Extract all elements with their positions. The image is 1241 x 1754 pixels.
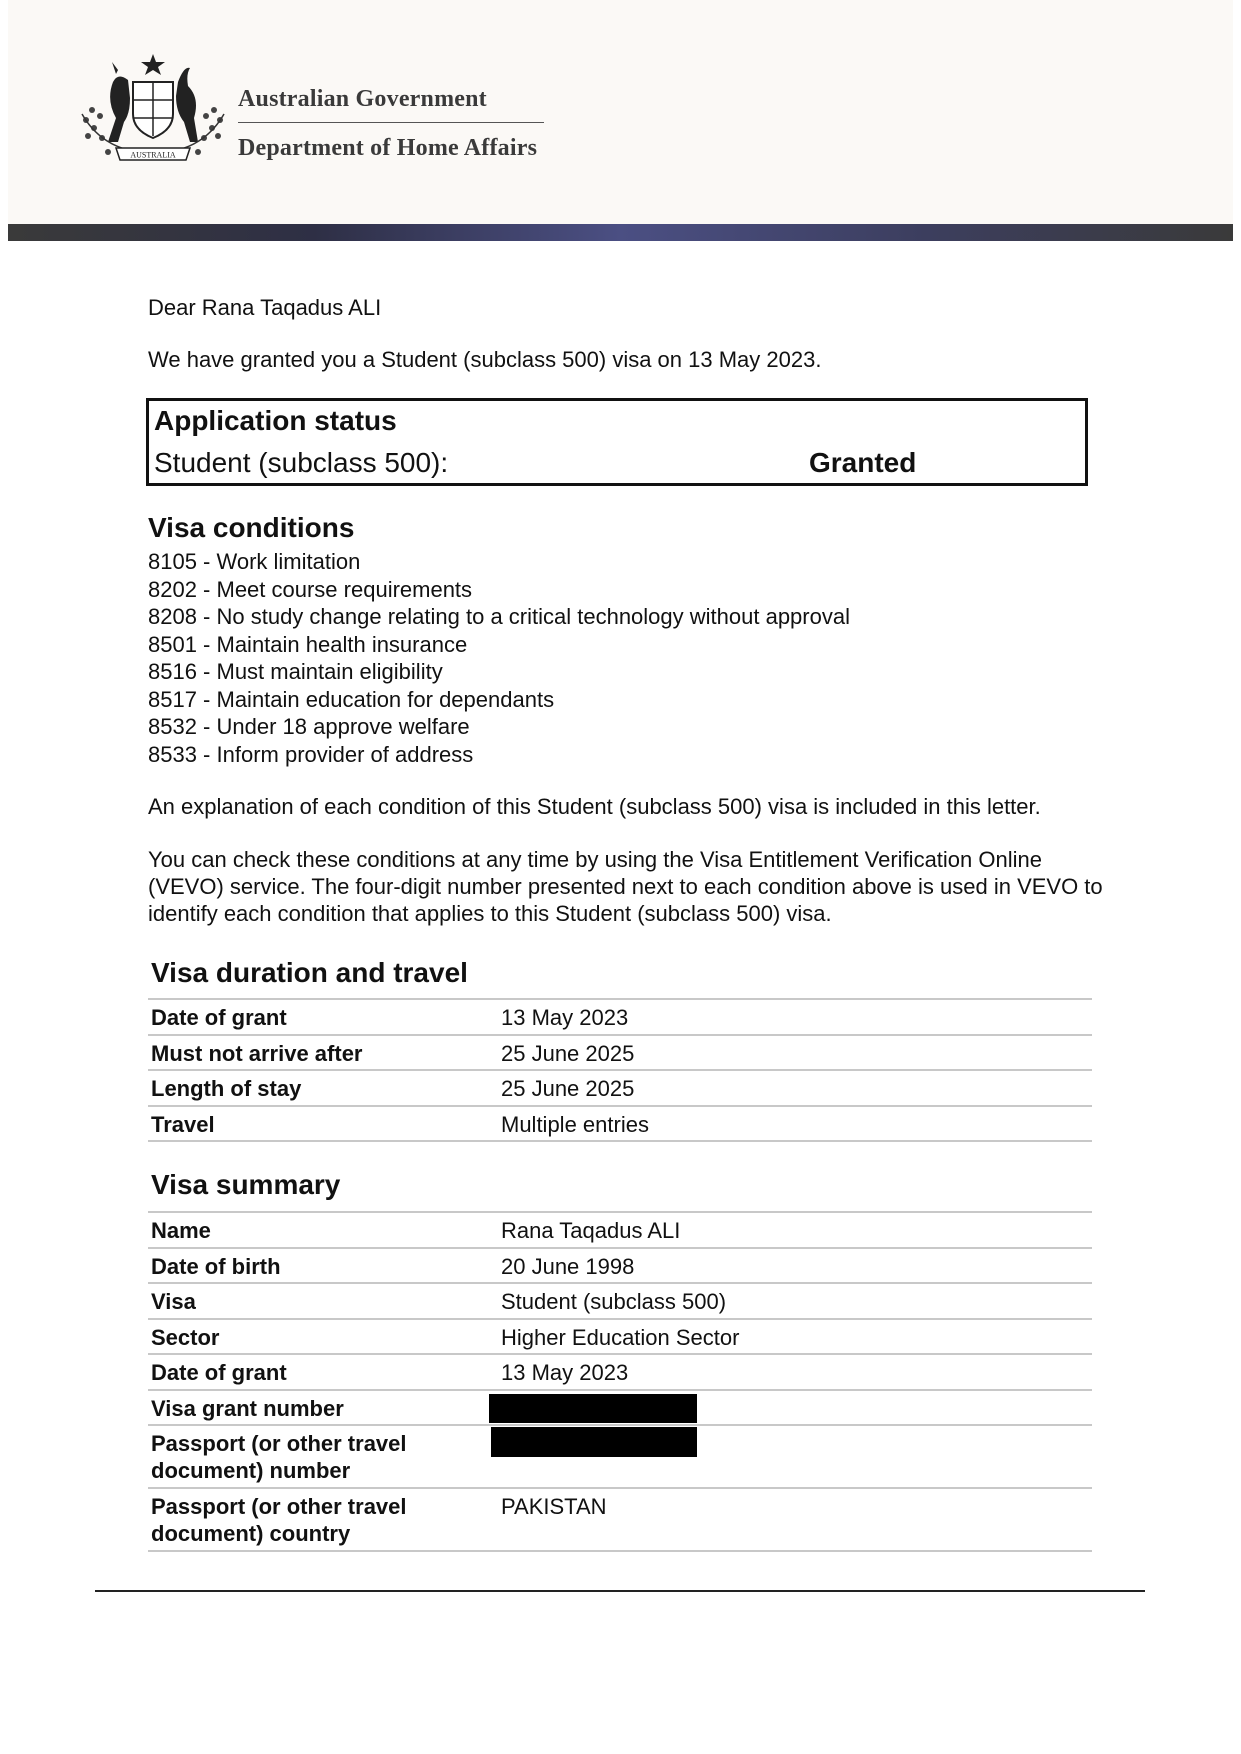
table-row [148,1320,1092,1356]
row-label: Name [151,1218,211,1243]
row-value [501,1430,1092,1487]
row-value [501,1395,1092,1425]
row-value: 20 June 1998 [501,1253,635,1279]
visa-summary-heading: Visa summary [151,1169,341,1200]
letterhead [8,0,1233,224]
visa-conditions-heading: Visa conditions [148,512,355,543]
intro-paragraph: We have granted you a Student (subclass 500) visa on 13 May 2023. [148,347,822,372]
table-row [148,1426,1092,1489]
application-status-box [146,398,1088,486]
redaction-block [489,1394,697,1423]
org-divider [238,122,544,123]
row-label: Visa [151,1289,196,1314]
condition-item: 8105 - Work limitation [148,549,361,574]
row-label: Date of grant [151,1360,287,1385]
condition-item: 8517 - Maintain education for dependants [148,686,555,712]
condition-item: 8208 - No study change relating to a critical technology without approval [148,604,850,629]
row-value: 13 May 2023 [501,1005,629,1030]
table-row [148,1489,1092,1552]
table-row [148,1107,1092,1143]
row-label: Passport (or other travel document) country [151,1494,407,1546]
vevo-paragraph: You can check these conditions at any time by using the Visa Entitlement Verification Online (VEVO) service. The four-digit number presented next to each condition above is used in VEVO to identify each condition that applies to this Student (subclass 500) visa. [148,847,1103,926]
table-row [148,1391,1092,1427]
row-value: Rana Taqadus ALI [501,1218,681,1243]
table-row [148,1249,1092,1285]
conditions-explanation: An explanation of each condition of this Student (subclass 500) visa is included in this letter. [148,794,1041,819]
table-row [148,1000,1092,1036]
row-value: PAKISTAN [501,1494,607,1519]
row-label: Must not arrive after [151,1040,363,1066]
coat-of-arms-icon [78,52,228,170]
row-value: 25 June 2025 [501,1040,635,1066]
visa-duration-table [148,998,1092,1142]
redaction-block [491,1427,697,1457]
visa-duration-heading: Visa duration and travel [151,957,468,988]
status-title: Application status [154,405,397,436]
salutation: Dear Rana Taqadus ALI [148,295,382,320]
header-color-band [8,224,1233,241]
row-value: Multiple entries [501,1111,649,1137]
condition-item: 8516 - Must maintain eligibility [148,659,443,684]
condition-item: 8533 - Inform provider of address [148,741,474,767]
org-name: Australian Government [238,86,487,112]
row-label: Visa grant number [151,1395,344,1421]
row-value: Higher Education Sector [501,1324,740,1350]
row-value: Student (subclass 500) [501,1289,727,1314]
condition-item: 8532 - Under 18 approve welfare [148,714,470,739]
row-label: Length of stay [151,1076,302,1101]
status-label: Student (subclass 500): [154,447,449,478]
row-label: Date of birth [151,1253,281,1279]
row-label: Date of grant [151,1005,287,1030]
condition-item: 8202 - Meet course requirements [148,576,473,602]
table-row [148,1036,1092,1072]
department-name: Department of Home Affairs [238,135,538,161]
table-row [148,1213,1092,1249]
row-value: 13 May 2023 [501,1360,629,1385]
footer-divider [95,1590,1145,1592]
conditions-list [148,548,850,768]
row-value: 25 June 2025 [501,1076,635,1101]
table-row [148,1284,1092,1320]
table-row [148,1071,1092,1107]
row-label: Sector [151,1324,220,1350]
visa-summary-table [148,1211,1092,1552]
crest-motto: AUSTRALIA [130,150,176,160]
condition-item: 8501 - Maintain health insurance [148,631,468,657]
row-label: Travel [151,1111,215,1137]
status-value: Granted [809,447,917,478]
row-label: Passport (or other travel document) number [151,1431,407,1483]
table-row [148,1355,1092,1391]
